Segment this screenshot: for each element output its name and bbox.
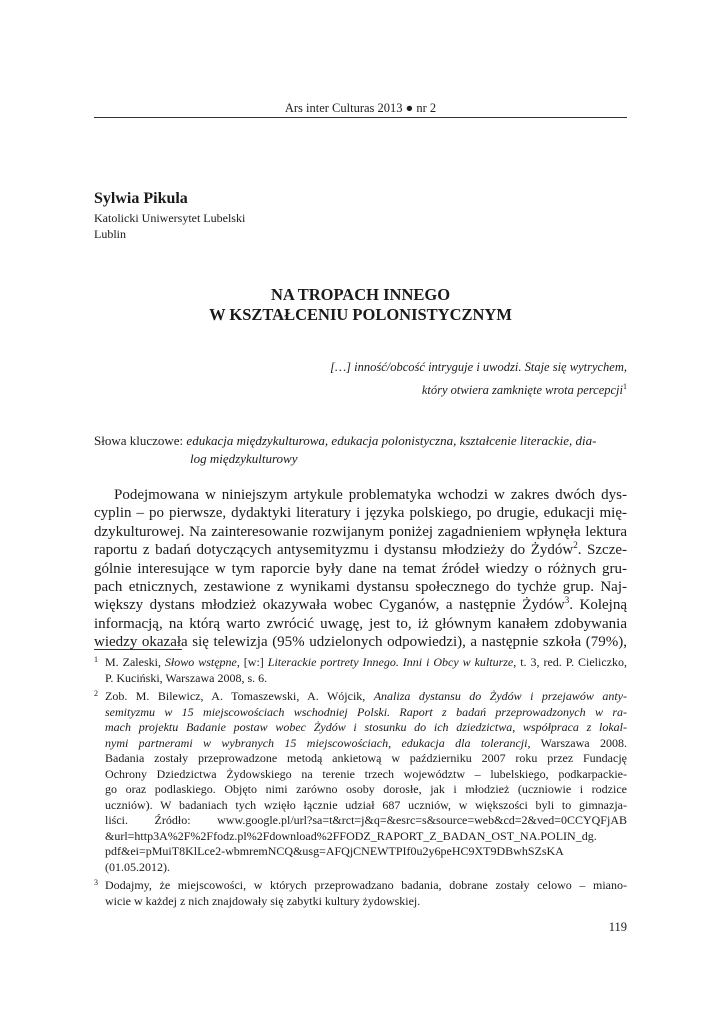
footnote-line: uczniów). W badaniach tych wzięło łącznie udział 687 uczniów, w większości byli to gimnazja-: [105, 797, 627, 812]
source-link[interactable]: &url=http3A%2F%2Ffodz.pl%2Fdownload%2FFODZ_RAPORT_Z_BADAN_OST_NA.POLIN_dg.: [105, 828, 597, 843]
keywords-list-continued: log międzykulturowy: [190, 451, 298, 466]
fn-text: , t. 3, red. P. Cieliczko,: [513, 655, 627, 669]
footnote-number: 2: [94, 689, 98, 698]
page-number: 119: [608, 920, 627, 934]
footnote-line: [105, 655, 627, 671]
body-text: Szcze-: [587, 542, 627, 559]
footnote-line: semityzmu w 15 miejscowościach wschodniej Polski. Raport z badań przeprowadzonych w ra-: [105, 704, 627, 719]
fn-text: Zob. M. Bilewicz, A. Tomaszewski, A. Wójcik,: [105, 689, 374, 703]
footnote-3: [94, 878, 627, 909]
body-text: większy dystans młodzież okazywała wobec Cyganów, a następnie Żydów: [94, 597, 565, 614]
author-name: Sylwia Pikula: [94, 190, 188, 207]
source-link[interactable]: pdf&ei=pMuiT8KlLce2-wbmremNCQ&usg=AFQjCNEWTPIf0u2y6peHC9XT9DBwhSZsKA: [105, 844, 564, 858]
body-line: wiedzy okazała się telewizja (95% udzielonych odpowiedzi), a następnie szkoła (79%),: [94, 634, 627, 651]
fn-text: , [w:]: [236, 655, 268, 669]
footnote-ref-1[interactable]: 1: [623, 382, 627, 391]
author-city: Lublin: [94, 227, 126, 241]
body-line: cyplin – po pierwsze, dydaktyki literatury i języka polskiego, po drugie, edukacji mię-: [94, 505, 627, 522]
footnote-number: 3: [94, 878, 98, 887]
footnote-1: [94, 655, 627, 686]
header-rule: [94, 117, 627, 118]
body-line: informacją, na którą warto zwrócić uwagę, jest to, iż głównym kanałem zdobywania: [94, 615, 627, 632]
fn-text-italic: Słowo wstępne: [164, 655, 237, 669]
fn-text-italic: Analiza dystansu do Żydów i przejawów anty-: [373, 689, 627, 703]
body-paragraph: [94, 486, 627, 652]
footnote-rule: [94, 649, 182, 650]
motto-line-2: [227, 377, 627, 400]
fn-text: , Warszawa 2008.: [527, 735, 627, 750]
body-line: większy dystans młodzież okazywała wobec Cyganów, a następnie Żydów$^3$. Kolejną: [94, 596, 627, 614]
body-line: Podejmowana w niniejszym artykule problematyka wchodzi w zakres dwóch dys-: [114, 487, 627, 503]
fn-text-italic: nymi partnerami w wybranych 15 miejscowościach, edukacja dla tolerancji: [105, 735, 528, 750]
footnote-line: Ochrony Dziedzictwa Żydowskiego na terenie trzech województw – lubelskiego, podkarpackie-: [105, 766, 627, 781]
body-line: gólnie interesujące w tym raporcie były dane na temat źródeł wiedzy o różnych gru-: [94, 560, 627, 577]
footnote-line: Badania zostały przeprowadzone metodą ankietową w październiku 2007 roku przez Fundację: [105, 751, 627, 765]
footnote-number: 1: [94, 655, 98, 664]
footnote-line: [105, 736, 627, 752]
footnote-ref-3[interactable]: 3: [564, 596, 570, 606]
footnote-line: P. Kuciński, Warszawa 2008, s. 6.: [105, 670, 268, 685]
body-text: raportu z badań dotyczących antysemityzmu i dystansu młodzieży do Żydów: [94, 542, 574, 559]
body-line: dzykulturowej. Na zainteresowanie rozwijanym poniżej zagadnieniem wpłynęła lektura: [94, 523, 627, 540]
running-head: Ars inter Culturas 2013 ● nr 2: [284, 101, 437, 115]
footnote-ref-2[interactable]: 2: [573, 541, 578, 551]
keywords-list: edukacja międzykulturowa, edukacja polonistyczna, kształcenie literackie, dia-: [186, 433, 597, 448]
footnote-line: go oraz podlaskiego. Objęto nimi zarówno osoby dorosłe, jak i młodzież (uczniowie i rodzice: [105, 782, 627, 796]
footnote-2: [94, 689, 627, 875]
source-link[interactable]: liści. Źródło: www.google.pl/url?sa=t&rct=j&q=&esrc=s&source=web&cd=2&ved=0CCYQFjAB: [105, 813, 627, 827]
motto-text: który otwiera zamknięte wrota percepcji: [421, 383, 623, 398]
fn-text: M. Zaleski,: [105, 655, 165, 669]
footnote-line: [105, 689, 627, 705]
keywords: [94, 432, 627, 468]
footnote-line: Dodajmy, że miejscowości, w których przeprowadzano badania, dobrane zostały celowo – miano-: [105, 878, 627, 892]
footnote-line: (01.05.2012).: [105, 859, 170, 874]
footnote-line: mach projektu Badanie postaw wobec Żydów i stosunku do ich dziedzictwa, współpraca z lokal-: [105, 720, 627, 734]
keywords-label: Słowa kluczowe:: [94, 433, 187, 448]
author-affiliation: Katolicki Uniwersytet Lubelski: [94, 211, 246, 225]
body-text: Kolejną: [579, 597, 627, 614]
article-title-line-1: NA TROPACH INNEGO: [270, 285, 451, 304]
footnote-line: wicie w każdej z nich znajdowały się zabytki kultury żydowskiej.: [105, 893, 421, 908]
body-line: raportu z badań dotyczących antysemityzmu i dystansu młodzieży do Żydów$^2$. Szcze-: [94, 541, 627, 559]
footnotes: [94, 655, 627, 912]
article-title-line-2: W KSZTAŁCENIU POLONISTYCZNYM: [209, 305, 512, 324]
fn-text-italic: Literackie portrety Innego. Inni i Obcy w kulturze: [267, 655, 514, 669]
motto-line-1: […] inność/obcość intryguje i uwodzi. Staje się wytrychem,: [330, 360, 627, 374]
body-line: pach etnicznych, zestawione z wynikami dystansu społecznego do tychże grup. Naj-: [94, 578, 627, 595]
